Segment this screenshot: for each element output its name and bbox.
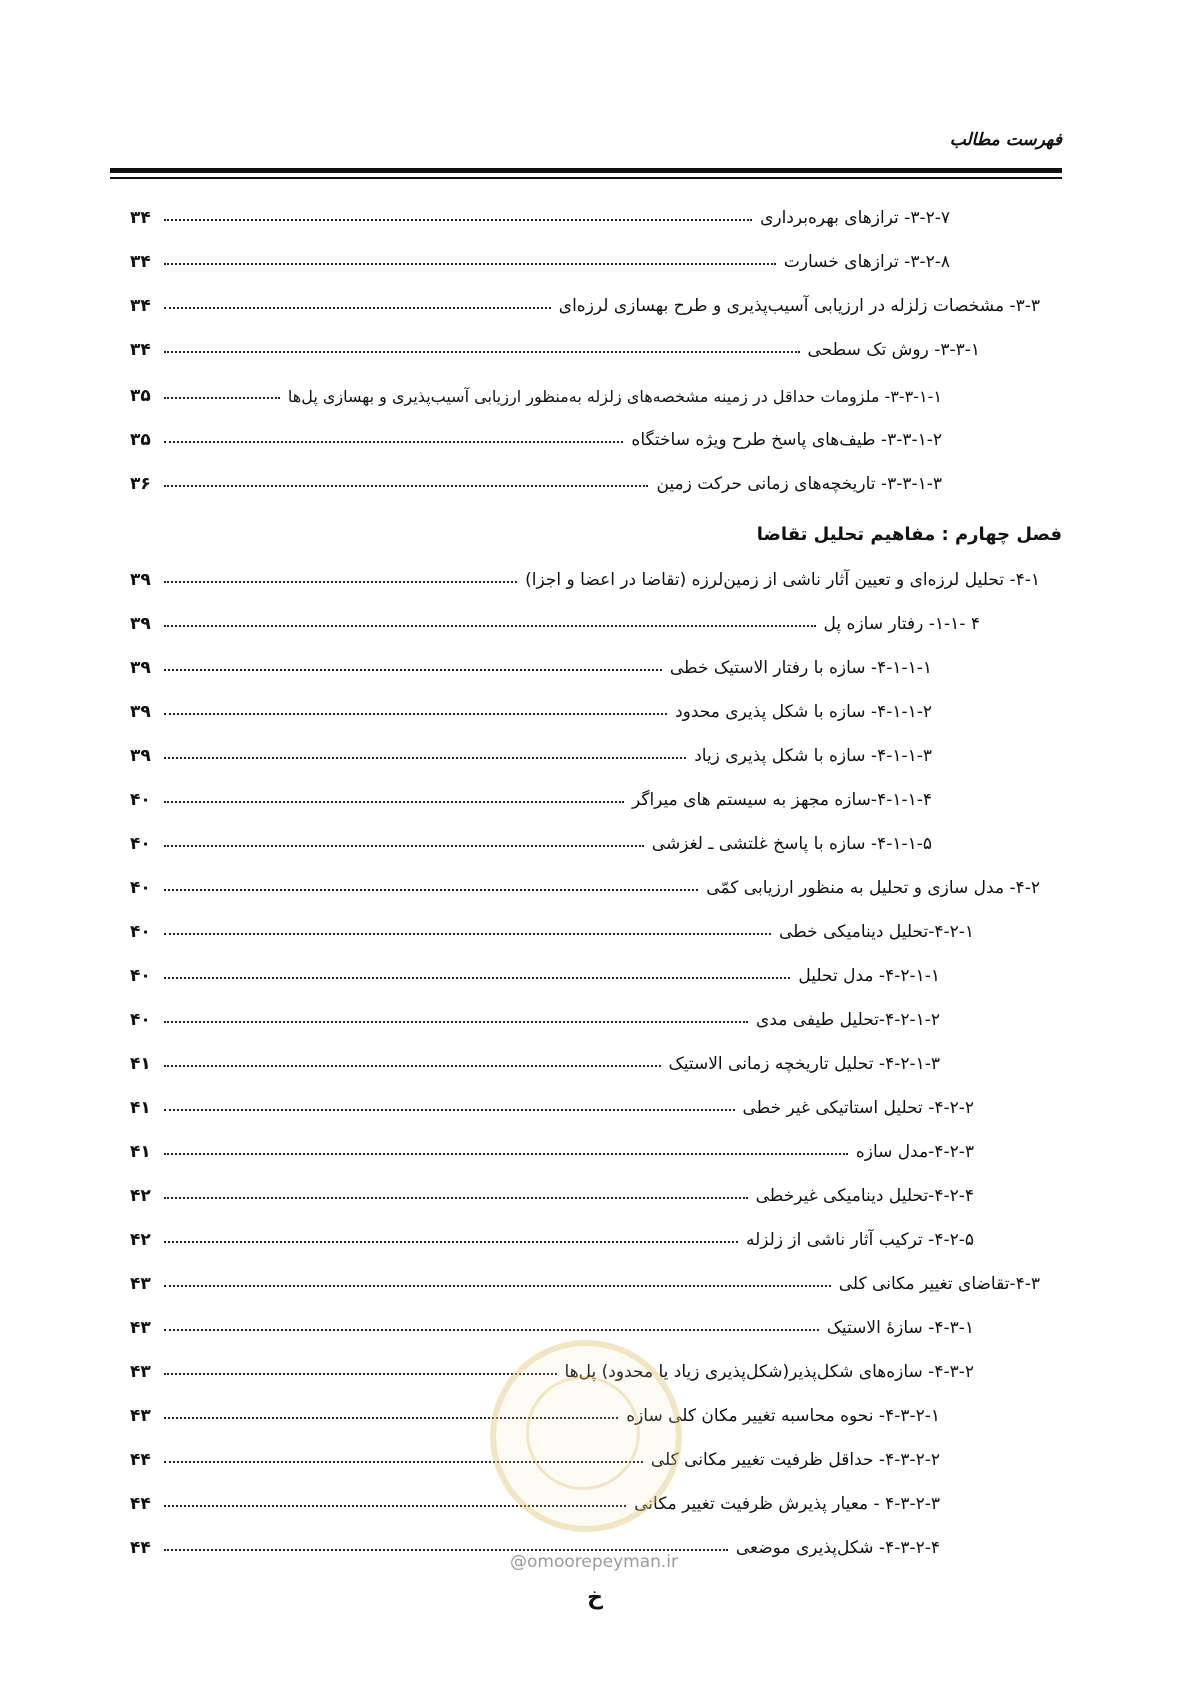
toc-leader-dots [164, 581, 517, 583]
toc-page-number: ۴۳ [130, 1318, 151, 1338]
watermark-text: @omoorepeyman.ir [510, 1552, 679, 1572]
toc-page-number: ۳۹ [130, 702, 151, 722]
toc-page-number: ۴۰ [130, 790, 151, 810]
toc-page-number: ۴۱ [130, 1098, 151, 1118]
toc-page-number: ۴۴ [130, 1538, 151, 1558]
toc-row[interactable] [130, 780, 932, 810]
toc-row[interactable] [130, 736, 932, 766]
toc-row[interactable] [130, 1000, 940, 1030]
toc-leader-dots [164, 1373, 557, 1375]
toc-page-number: ۳۶ [130, 474, 151, 494]
toc-entry-title: ۳-۲-۷- ترازهای بهره‌برداری [760, 208, 950, 228]
toc-row[interactable] [130, 956, 940, 986]
toc-row[interactable] [130, 330, 980, 360]
toc-row[interactable] [130, 824, 932, 854]
toc-entry-title: ۳-۳-۱-۳- تاریخچه‌های زمانی حرکت زمین [656, 474, 942, 494]
toc-entry-title: ۴-۳-۲-۴- شکل‌پذیری موضعی [735, 1538, 940, 1558]
toc-entry-title: ۴-۱- تحلیل لرزه‌ای و تعیین آثار ناشی از زمین‌لرزه (تقاضا در اعضا و اجزا) [525, 570, 1040, 590]
toc-leader-dots [164, 933, 771, 935]
toc-row[interactable] [130, 1176, 974, 1206]
toc-entry-title: ۴-۲-۲- تحلیل استاتیکی غیر خطی [742, 1098, 974, 1118]
toc-page-number: ۴۰ [130, 922, 151, 942]
toc-leader-dots [164, 1021, 748, 1023]
toc-leader-dots [164, 1329, 819, 1331]
toc-entry-title: ۳-۳-۱- روش تک سطحی [807, 340, 980, 360]
toc-entry-title: ۴-۱-۱-۲- سازه با شکل پذیری محدود [675, 702, 932, 722]
toc-page-number: ۳۵ [130, 430, 151, 450]
toc-leader-dots [164, 1153, 848, 1155]
toc-entry-title: ۴-۲-۱-تحلیل دینامیکی خطی [779, 922, 974, 942]
toc-page-number: ۴۳ [130, 1274, 151, 1294]
toc-row[interactable] [130, 1264, 1040, 1294]
toc-entry-title: ۳-۳-۱-۱- ملزومات حداقل در زمینه مشخصه‌های زلزله به‌منظور ارزیابی آسیب‌پذیری و بهسازی پل‌ها [287, 387, 942, 406]
toc-page-number: ۴۴ [130, 1494, 151, 1514]
page-footer-letter: خ [587, 1585, 603, 1610]
toc-leader-dots [164, 219, 752, 221]
toc-entry-title: ۴-۲-۴-تحلیل دینامیکی غیرخطی [755, 1186, 974, 1206]
toc-entry-title: ۳-۲-۸- ترازهای خسارت [783, 252, 950, 272]
toc-leader-dots [164, 757, 686, 759]
toc-page-number: ۳۴ [130, 252, 151, 272]
toc-entry-title: ۴-۲-۵- ترکیب آثار ناشی از زلزله [745, 1230, 974, 1250]
toc-row[interactable] [130, 912, 974, 942]
toc-row[interactable] [130, 198, 950, 228]
toc-row[interactable] [130, 560, 1040, 590]
toc-page-number: ۴۰ [130, 834, 151, 854]
toc-leader-dots [164, 263, 776, 265]
toc-leader-dots [164, 307, 551, 309]
toc-entry-title: ۴-۳-تقاضای تغییر مکانی کلی [838, 1274, 1040, 1294]
toc-leader-dots [164, 351, 800, 353]
toc-row[interactable] [130, 648, 932, 678]
toc-leader-dots [164, 845, 644, 847]
toc-page-number: ۴۱ [130, 1142, 151, 1162]
toc-leader-dots [164, 1549, 728, 1551]
toc-leader-dots [164, 1197, 748, 1199]
toc-row[interactable] [130, 1044, 940, 1074]
toc-entry-title: ۳-۳-۱-۲- طیف‌های پاسخ طرح ویژه ساختگاه [631, 430, 942, 450]
toc-page-number: ۴۲ [130, 1186, 151, 1206]
toc-entry-title: ۴-۲-۱-۲-تحلیل طیفی مدی [756, 1010, 940, 1030]
toc-row[interactable] [130, 420, 942, 450]
toc-page-number: ۳۹ [130, 570, 151, 590]
toc-page-number: ۳۹ [130, 658, 151, 678]
toc-row[interactable] [130, 1308, 974, 1338]
toc-entry-title: ۴ -۱-۱- رفتار سازه پل [823, 614, 980, 634]
toc-entry-title: ۴-۳-۲-۲- حداقل ظرفیت تغییر مکانی کلی [650, 1450, 940, 1470]
watermark-seal-inner [526, 1376, 640, 1490]
toc-page-number: ۳۹ [130, 614, 151, 634]
toc-row[interactable] [130, 1132, 974, 1162]
toc-page-number: ۳۹ [130, 746, 151, 766]
toc-entry-title: ۴-۳-۲- سازه‌های شکل‌پذیر(شکل‌پذیری زیاد یا محدود) پل‌ها [564, 1362, 974, 1382]
toc-row[interactable] [130, 604, 980, 634]
toc-row[interactable] [130, 286, 1040, 316]
toc-leader-dots [164, 1241, 738, 1243]
toc-row[interactable] [130, 1088, 974, 1118]
toc-page-number: ۳۴ [130, 340, 151, 360]
toc-entry-title: ۴-۲-۳-مدل سازه [855, 1142, 974, 1162]
toc-leader-dots [164, 1065, 661, 1067]
toc-leader-dots [164, 1109, 735, 1111]
toc-page-number: ۴۰ [130, 966, 151, 986]
toc-row[interactable] [130, 242, 950, 272]
toc-page-number: ۴۳ [130, 1406, 151, 1426]
toc-leader-dots [164, 889, 698, 891]
chapter-heading: فصل چهارم : مفاهیم تحلیل تقاضا [756, 524, 1062, 545]
toc-entry-title: ۴-۱-۱-۳- سازه با شکل پذیری زیاد [694, 746, 932, 766]
toc-leader-dots [164, 713, 667, 715]
toc-leader-dots [164, 441, 623, 443]
toc-page-number: ۴۲ [130, 1230, 151, 1250]
toc-page-number: ۴۱ [130, 1054, 151, 1074]
toc-leader-dots [164, 485, 648, 487]
toc-entry-title: ۴-۳-۲-۱- نحوه محاسبه تغییر مکان کلی سازه [626, 1406, 940, 1426]
toc-page-number: ۳۴ [130, 208, 151, 228]
toc-entry-title: ۴-۱-۱-۱- سازه با رفتار الاستیک خطی [669, 658, 932, 678]
toc-page-number: ۴۳ [130, 1362, 151, 1382]
toc-leader-dots [164, 1285, 831, 1287]
toc-leader-dots [164, 977, 790, 979]
toc-row[interactable] [130, 692, 932, 722]
toc-page-number: ۴۰ [130, 878, 151, 898]
toc-page-number: ۴۴ [130, 1450, 151, 1470]
toc-row[interactable] [130, 376, 942, 406]
toc-entry-title: ۴-۲- مدل سازی و تحلیل به منظور ارزیابی کمّی [706, 878, 1040, 898]
toc-entry-title: ۴-۱-۱-۴-سازه مجهز به سیستم های میراگر [631, 790, 932, 810]
toc-entry-title: ۴-۳-۲-۳ - معیار پذیرش ظرفیت تغییر مکانی [634, 1494, 940, 1514]
toc-entry-title: ۴-۱-۱-۵- سازه با پاسخ غلتشی ـ لغزشی [651, 834, 932, 854]
toc-entry-title: ۴-۳-۱- سازۀ الاستیک [826, 1318, 974, 1338]
toc-leader-dots [164, 669, 662, 671]
toc-entry-title: ۴-۲-۱-۳- تحلیل تاریخچه زمانی الاستیک [668, 1054, 940, 1074]
toc-row[interactable] [130, 1220, 974, 1250]
toc-leader-dots [164, 397, 280, 399]
toc-entry-title: ۴-۲-۱-۱- مدل تحلیل [798, 966, 940, 986]
page-header-title: فهرست مطالب [949, 130, 1062, 150]
watermark-seal [490, 1340, 682, 1532]
toc-page-number: ۳۵ [130, 386, 151, 406]
toc-page-number: ۴۰ [130, 1010, 151, 1030]
toc-leader-dots [164, 801, 624, 803]
toc-row[interactable] [130, 868, 1040, 898]
toc-leader-dots [164, 625, 816, 627]
toc-entry-title: ۳-۳- مشخصات زلزله در ارزیابی آسیب‌پذیری و طرح بهسازی لرزه‌ای [558, 296, 1040, 316]
toc-page-number: ۳۴ [130, 296, 151, 316]
toc-row[interactable] [130, 464, 942, 494]
